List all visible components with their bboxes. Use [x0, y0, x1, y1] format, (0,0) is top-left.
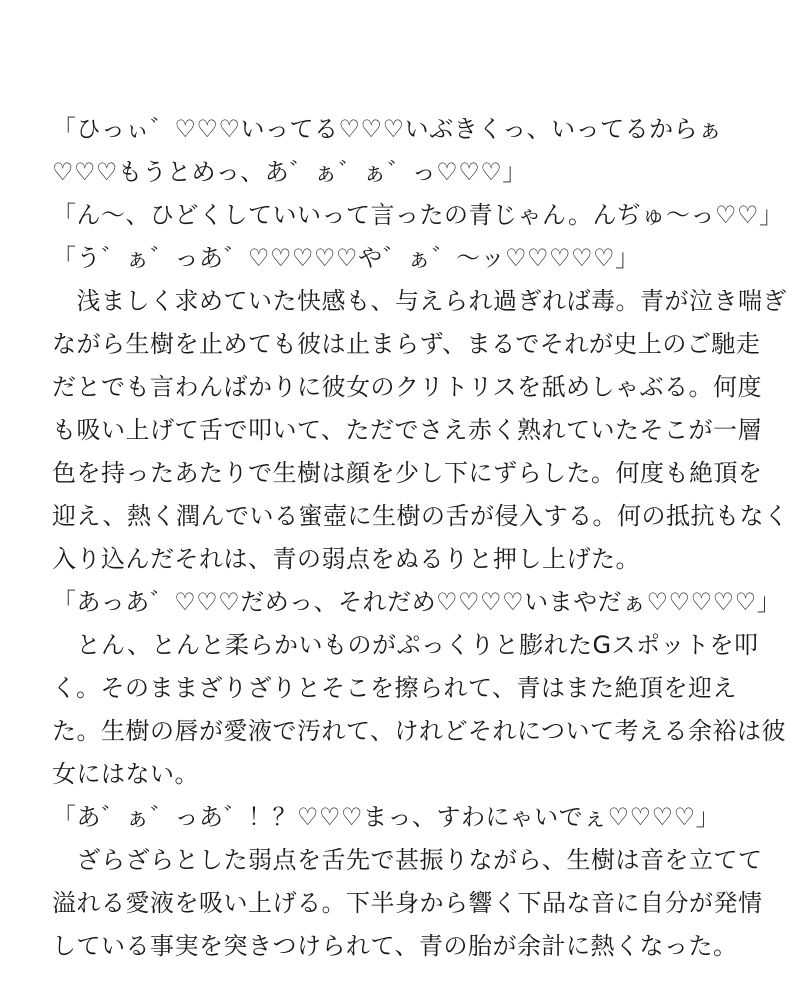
text-line: ♡♡♡もうとめっ、あ゛ぁ゛ぁ゛っ♡♡♡」: [52, 158, 527, 186]
text-line: 色を持ったあたりで生樹は顔を少し下にずらした。何度も絶頂を: [52, 459, 763, 487]
text-line: ながら生樹を止めても彼は止まらず、まるでそれが史上のご馳走: [52, 330, 761, 358]
text-line: 「あ゛ぁ゛っあ゛！？♡♡♡まっ、すわにゃいでぇ♡♡♡♡」: [52, 803, 721, 831]
text-line: 「ひっぃ゛♡♡♡いってる♡♡♡いぶきくっ、いってるからぁ: [52, 115, 723, 143]
text-line: 迎え、熱く潤んでいる蜜壺に生樹の舌が侵入する。何の抵抗もなく: [52, 502, 789, 530]
text-line: く。そのままざりざりとそこを擦られて、青はまた絶頂を迎え: [52, 674, 738, 702]
text-line: 「う゛ぁ゛っあ゛♡♡♡♡♡や゛ぁ゛〜ッ♡♡♡♡♡」: [52, 244, 640, 272]
text-line: 入り込んだそれは、青の弱点をぬるりと押し上げた。: [52, 545, 640, 573]
text-line: ざらざらとした弱点を舌先で甚振りながら、生樹は音を立てて: [52, 846, 763, 874]
text-line: 「あっあ゛♡♡♡だめっ、それだめ♡♡♡♡いまやだぁ♡♡♡♡♡」: [52, 588, 782, 616]
text-line: 溢れる愛液を吸い上げる。下半身から響く下品な音に自分が発情: [52, 889, 763, 917]
text-line: 女にはない。: [52, 760, 199, 788]
document-body: [52, 108, 789, 968]
text-line: た。生樹の唇が愛液で汚れて、けれどそれについて考える余裕は彼: [52, 717, 787, 745]
text-line: 浅ましく求めていた快感も、与えられ過ぎれば毒。青が泣き喘ぎ: [52, 287, 787, 315]
text-line: も吸い上げて舌で叩いて、ただでさえ赤く熟れていたそこが一層: [52, 416, 763, 444]
text-line: 「ん〜、ひどくしていいって言ったの青じゃん。んぢゅ〜っ♡♡」: [52, 201, 784, 229]
text-line: とん、とんと柔らかいものがぷっくりと膨れたGスポットを叩: [52, 631, 759, 659]
text-line: している事実を突きつけられて、青の胎が余計に熱くなった。: [52, 932, 738, 960]
text-line: だとでも言わんばかりに彼女のクリトリスを舐めしゃぶる。何度: [52, 373, 763, 401]
